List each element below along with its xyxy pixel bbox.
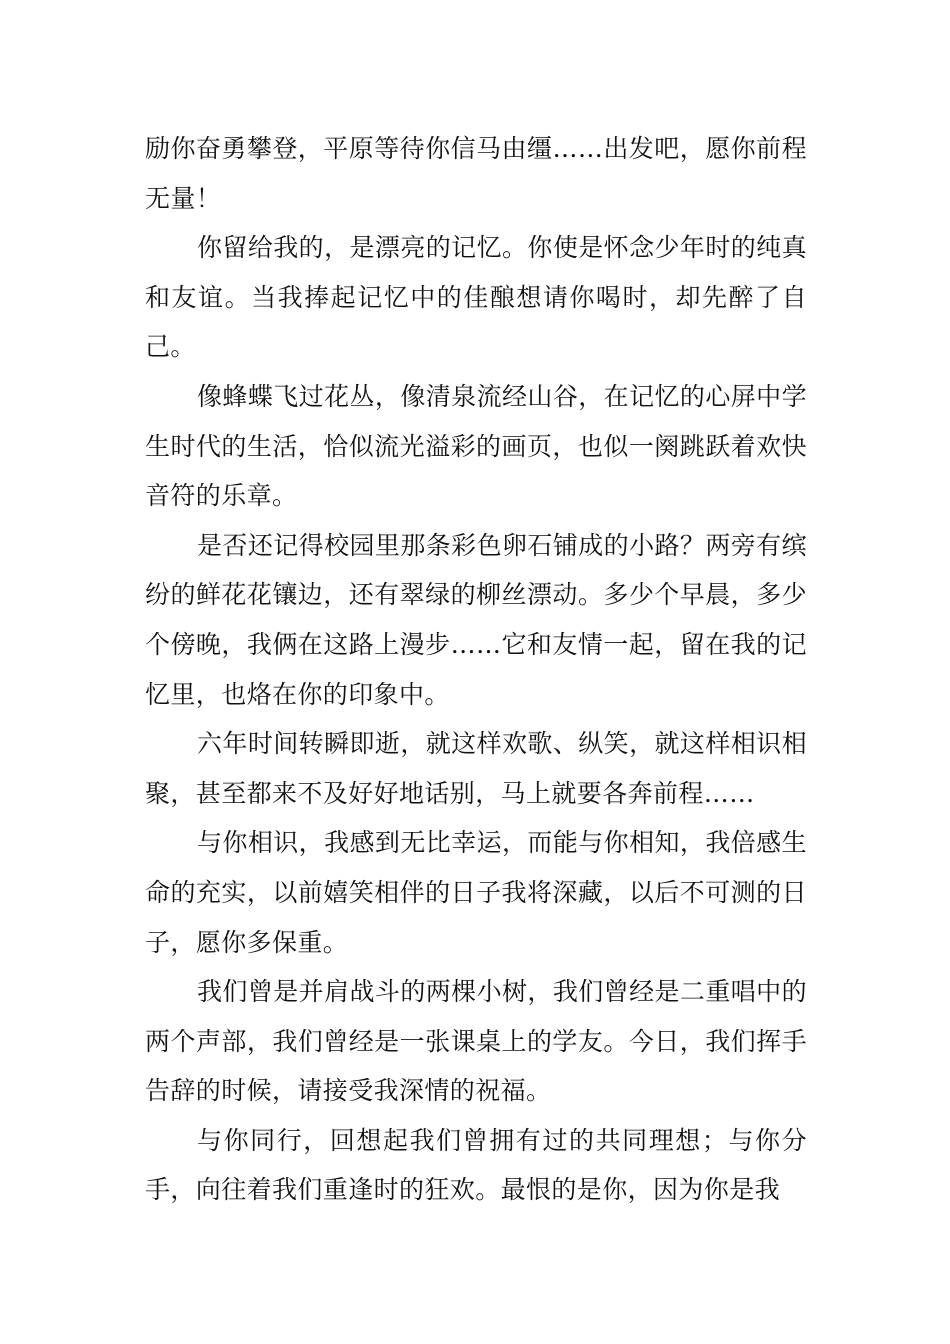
body-text	[145, 124, 807, 1215]
paragraph-8: 与你同行，回想起我们曾拥有过的共同理想；与你分手，向往着我们重逢时的狂欢。最恨的是你，因为你是我	[145, 1125, 807, 1205]
paragraph-2: 你留给我的，是漂亮的记忆。你使是怀念少年时的纯真和友谊。当我捧起记忆中的佳酿想请你喝时，却先醉了自己。	[145, 233, 807, 362]
paragraph-4: 是否还记得校园里那条彩色卵石铺成的小路？两旁有缤纷的鲜花花镶边，还有翠绿的柳丝漂动。多少个早晨，多少个傍晚，我俩在这路上漫步……它和友情一起，留在我的记忆里，也烙在你的印象中。	[145, 530, 807, 709]
paragraph-3: 像蜂蝶飞过花丛，像清泉流经山谷，在记忆的心屏中学生时代的生活，恰似流光溢彩的画页，也似一阕跳跃着欢快音符的乐章。	[145, 381, 807, 511]
paragraph-7: 我们曾是并肩战斗的两棵小树，我们曾经是二重唱中的两个声部，我们曾经是一张课桌上的学友。今日，我们挥手告辞的时候，请接受我深情的祝福。	[145, 977, 807, 1106]
paragraph-6: 与你相识，我感到无比幸运，而能与你相知，我倍感生命的充实，以前嬉笑相伴的日子我将深藏，以后不可测的日子，愿你多保重。	[145, 828, 807, 957]
paragraph-1: 励你奋勇攀登，平原等待你信马由缰……出发吧，愿你前程无量！	[145, 134, 807, 213]
paragraph-5: 六年时间转瞬即逝，就这样欢歌、纵笑，就这样相识相聚，甚至都来不及好好地话别，马上就要各奔前程……	[145, 729, 807, 808]
